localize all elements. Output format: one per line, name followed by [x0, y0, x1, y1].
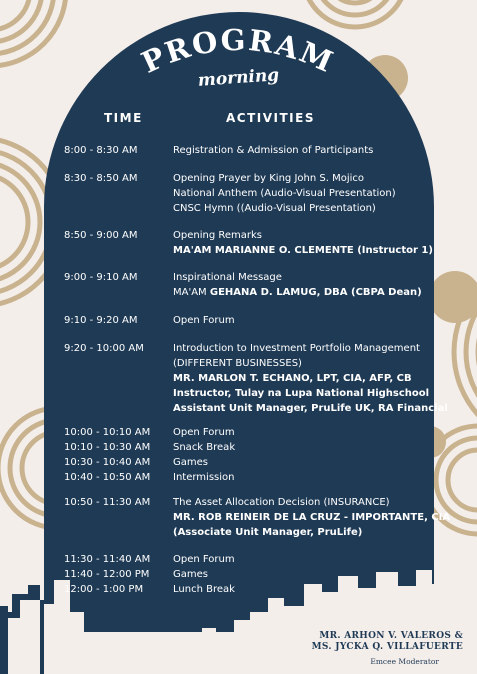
activity-line: The Asset Allocation Decision (INSURANCE): [173, 497, 390, 508]
time-slot: 11:40 - 12:00 PM: [64, 569, 150, 580]
emcee-name-1: MR. ARHON V. VALEROS &: [319, 631, 463, 641]
activity-line: CNSC Hymn ((Audio-Visual Presentation): [173, 203, 376, 214]
schedule-time: [64, 495, 150, 510]
activity-line: (Associate Unit Manager, PruLife): [173, 527, 363, 538]
activity-line: (DIFFERENT BUSINESSES): [173, 358, 302, 369]
schedule-activities: [173, 552, 435, 597]
activity-line: Games: [173, 457, 208, 468]
schedule-activities: [173, 270, 435, 300]
activity-line: Open Forum: [173, 315, 235, 326]
time-slot: 9:10 - 9:20 AM: [64, 315, 138, 326]
time-slot: 10:50 - 11:30 AM: [64, 497, 151, 508]
activity-line: National Anthem (Audio-Visual Presentation): [173, 188, 396, 199]
time-header: TIME: [104, 111, 143, 125]
schedule-time: [64, 341, 144, 356]
activity-speaker: GEHANA D. LAMUG, DBA (CBPA Dean): [209, 287, 422, 298]
schedule-activities: [173, 341, 448, 416]
activity-line: Games: [173, 569, 208, 580]
time-slot: 10:00 - 10:10 AM: [64, 427, 151, 438]
activity-line: [173, 285, 435, 300]
schedule-time: [64, 143, 138, 158]
activity-line: Intermission: [173, 472, 235, 483]
activity-line: Inspirational Message: [173, 272, 282, 283]
activity-line: Assistant Unit Manager, PruLife UK, RA Financial: [173, 403, 448, 414]
time-slot: 11:30 - 11:40 AM: [64, 554, 151, 565]
activity-line: Registration & Admission of Participants: [173, 145, 374, 156]
time-slot: 8:30 - 8:50 AM: [64, 173, 138, 184]
schedule-activities: [173, 313, 435, 328]
time-slot: 8:50 - 9:00 AM: [64, 230, 138, 241]
title-text: PROGRAM: [136, 22, 340, 80]
schedule-time: [64, 313, 138, 328]
activities-header: ACTIVITIES: [226, 111, 315, 125]
activity-line: Snack Break: [173, 442, 236, 453]
schedule-time: [64, 171, 138, 186]
activity-line: Opening Prayer by King John S. Mojico: [173, 173, 364, 184]
time-slot: 10:40 - 10:50 AM: [64, 472, 151, 483]
schedule-activities: [173, 425, 435, 485]
schedule-activities: [173, 171, 435, 216]
time-slot: 10:30 - 10:40 AM: [64, 457, 151, 468]
time-slot: 9:20 - 10:00 AM: [64, 343, 144, 354]
activity-line: MA'AM MARIANNE O. CLEMENTE (Instructor 1): [173, 245, 433, 256]
activity-line: Lunch Break: [173, 584, 235, 595]
schedule-activities: [173, 143, 435, 158]
schedule-time: [64, 552, 150, 597]
schedule-time: [64, 270, 138, 285]
schedule-time: [64, 228, 138, 243]
activity-line: Opening Remarks: [173, 230, 262, 241]
time-slot: 10:10 - 10:30 AM: [64, 442, 151, 453]
subtitle: morning: [197, 65, 280, 91]
emcee-names: [312, 631, 463, 653]
schedule-time: [64, 425, 150, 485]
emcee-block: [312, 631, 463, 666]
activity-line: Open Forum: [173, 554, 235, 565]
emcee-name-2: MS. JYCKA Q. VILLAFUERTE: [311, 642, 463, 652]
activity-line: MR. ROB REINEIR DE LA CRUZ - IMPORTANTE, CIA: [173, 512, 451, 523]
activity-line: MR. MARLON T. ECHANO, LPT, CIA, AFP, CB: [173, 373, 412, 384]
emcee-role: Emcee Moderator: [370, 657, 439, 666]
activity-prefix: MA'AM: [173, 287, 210, 298]
activity-line: Instructor, Tulay na Lupa National Highschool: [173, 388, 430, 399]
schedule-activities: [173, 228, 435, 258]
activity-line: Open Forum: [173, 427, 235, 438]
schedule-activities: [173, 495, 451, 540]
activity-line: Introduction to Investment Portfolio Management: [173, 343, 420, 354]
time-slot: 8:00 - 8:30 AM: [64, 145, 138, 156]
time-slot: 12:00 - 1:00 PM: [64, 584, 144, 595]
time-slot: 9:00 - 9:10 AM: [64, 272, 138, 283]
